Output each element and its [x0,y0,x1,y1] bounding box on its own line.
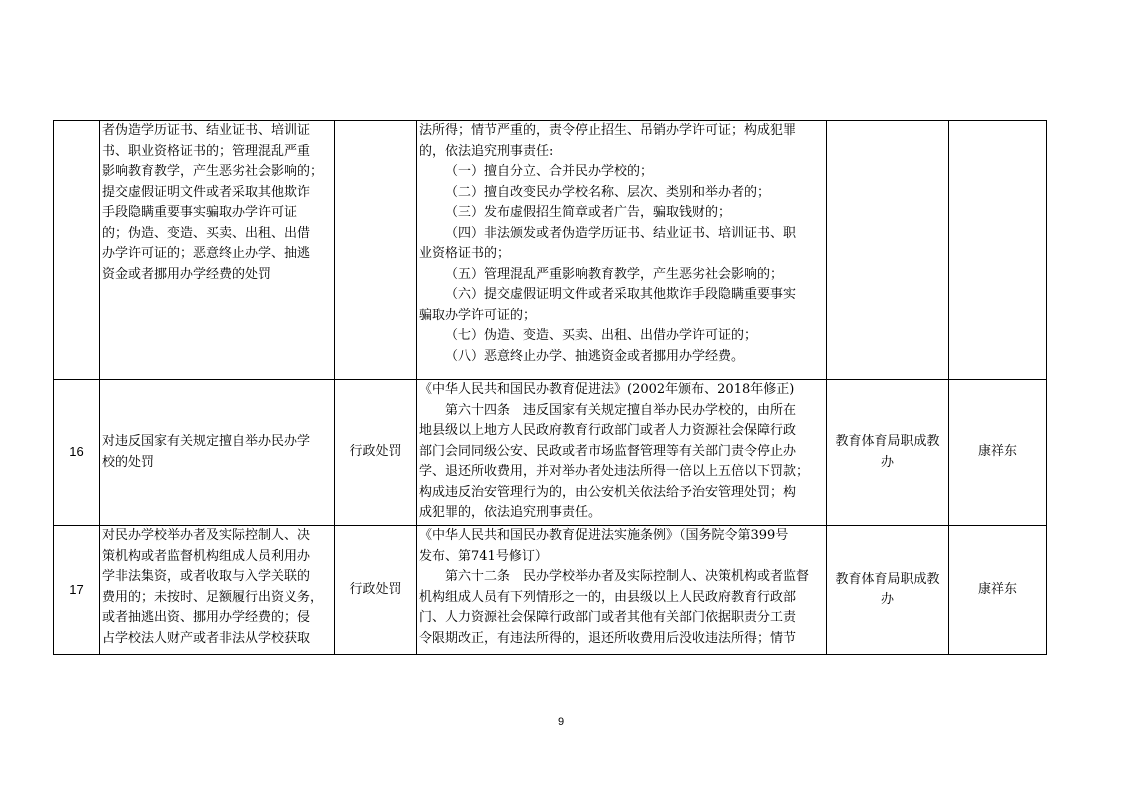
basis-cell: 《中华人民共和国民办教育促进法实施条例》（国务院令第399号 发布、第741号修订） 第六十二条 民办学校举办者及实际控制人、决策机构或者监督 机构组成人员有下列情形之一的，由县级以上人民政府教育行政部 门、人力资源社会保障行政部门或者其他有关部门依据职责分工责 令限期改正，有违法所得的，退还所收费用后没收违法所得；情节 [417,526,827,655]
type-cell [335,121,417,380]
type-cell: 行政处罚 [335,526,417,655]
row-number-cell [54,121,100,380]
item-cell: 对违反国家有关规定擅自举办民办学 校的处罚 [100,380,335,526]
department-cell [827,121,949,380]
department-cell: 教育体育局职成教 办 [827,380,949,526]
table-row [54,121,1047,380]
table-row [54,526,1047,655]
item-cell: 对民办学校举办者及实际控制人、决 策机构或者监督机构组成人员利用办 学非法集资，或者收取与入学关联的 费用的；未按时、足额履行出资义务， 或者抽逃出资、挪用办学经费的；侵 占学校法人财产或者非法从学校获取 [100,526,335,655]
person-cell [949,121,1047,380]
row-number-cell: 17 [54,526,100,655]
type-cell: 行政处罚 [335,380,417,526]
table-row [54,380,1047,526]
basis-cell: 法所得；情节严重的，责令停止招生、吊销办学许可证；构成犯罪 的，依法追究刑事责任: （一）擅自分立、合并民办学校的； （二）擅自改变民办学校名称、层次、类别和举办者的； （三）发布虚假招生简章或者广告，骗取钱财的； （四）非法颁发或者伪造学历证书、结业证书、培训证书、职 业资格证书的； （五）管理混乱严重影响教育教学，产生恶劣社会影响的； （六）提交虚假证明文件或者采取其他欺诈手段隐瞒重要事实 骗取办学许可证的； （七）伪造、变造、买卖、出租、出借办学许可证的； （八）恶意终止办学、抽逃资金或者挪用办学经费。 [417,121,827,380]
row-number-cell: 16 [54,380,100,526]
person-cell: 康祥东 [949,526,1047,655]
person-cell: 康祥东 [949,380,1047,526]
department-cell: 教育体育局职成教 办 [827,526,949,655]
item-cell: 者伪造学历证书、结业证书、培训证 书、职业资格证书的；管理混乱严重 影响教育教学，产生恶劣社会影响的； 提交虚假证明文件或者采取其他欺诈 手段隐瞒重要事实骗取办学许可证 的；伪造、变造、买卖、出租、出借 办学许可证的；恶意终止办学、抽逃 资金或者挪用办学经费的处罚 [100,121,335,380]
page-number: 9 [557,716,565,728]
document-table [53,120,1047,655]
basis-cell: 《中华人民共和国民办教育促进法》(2002年颁布、2018年修正) 第六十四条 违反国家有关规定擅自举办民办学校的，由所在 地县级以上地方人民政府教育行政部门或者人力资源社会保障行政 部门会同同级公安、民政或者市场监督管理等有关部门责令停止办 学、退还所收费用，并对举办者处违法所得一倍以上五倍以下罚款； 构成违反治安管理行为的，由公安机关依法给予治安管理处罚；构 成犯罪的，依法追究刑事责任。 [417,380,827,526]
